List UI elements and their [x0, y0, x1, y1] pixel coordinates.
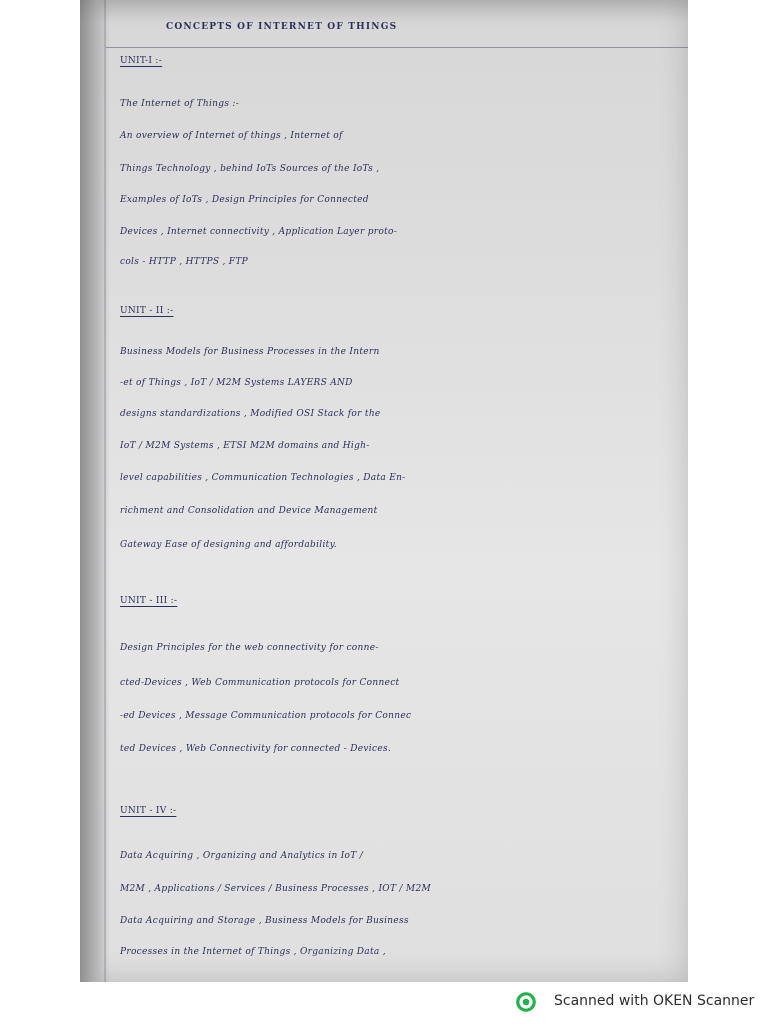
- unit-1-line: Things Technology , behind IoTs Sources of the IoTs ,: [120, 164, 380, 174]
- unit-4-line: Data Acquiring , Organizing and Analytics in IoT /: [120, 851, 364, 861]
- title-rule: [106, 47, 688, 48]
- unit-2-line: Gateway Ease of designing and affordability.: [120, 540, 337, 550]
- unit-2-line: designs standardizations , Modified OSI Stack for the: [120, 409, 381, 419]
- unit-3-line: -ed Devices , Message Communication protocols for Connec: [120, 711, 412, 721]
- unit-2-line: Business Models for Business Processes in the Intern: [120, 347, 380, 357]
- unit-1-heading: UNIT-I :-: [120, 56, 163, 66]
- unit-3-line: cted-Devices , Web Communication protocols for Connect: [120, 678, 400, 688]
- scanner-watermark-text: Scanned with OKEN Scanner: [554, 993, 755, 1009]
- unit-4-line: M2M , Applications / Services / Business Processes , IOT / M2M: [120, 884, 431, 894]
- unit-1-line: Examples of IoTs , Design Principles for Connected: [120, 195, 369, 205]
- unit-1-line: cols - HTTP , HTTPS , FTP: [120, 257, 249, 267]
- unit-4-heading: UNIT - IV :-: [120, 806, 177, 816]
- unit-1-line: Devices , Internet connectivity , Application Layer proto-: [120, 227, 398, 237]
- unit-3-line: Design Principles for the web connectivity for conne-: [120, 643, 379, 653]
- unit-2-line: level capabilities , Communication Technologies , Data En-: [120, 473, 406, 483]
- unit-2-line: richment and Consolidation and Device Management: [120, 506, 378, 516]
- unit-1-line: An overview of Internet of things , Internet of: [120, 131, 343, 141]
- unit-4-line: Processes in the Internet of Things , Organizing Data ,: [120, 947, 386, 957]
- unit-2-heading: UNIT - II :-: [120, 306, 174, 316]
- unit-1-line: The Internet of Things :-: [120, 99, 240, 109]
- oken-scanner-logo-icon: [516, 992, 536, 1012]
- unit-2-line: -et of Things , IoT / M2M Systems LAYERS AND: [120, 378, 353, 388]
- unit-2-line: IoT / M2M Systems , ETSI M2M domains and High-: [120, 441, 370, 451]
- unit-3-line: ted Devices , Web Connectivity for connected - Devices.: [120, 744, 392, 754]
- unit-3-heading: UNIT - III :-: [120, 596, 178, 606]
- page-title: CONCEPTS OF INTERNET OF THINGS: [166, 22, 398, 32]
- scanned-notebook-page: [80, 0, 688, 982]
- notebook-margin-line: [104, 0, 106, 982]
- unit-4-line: Data Acquiring and Storage , Business Models for Business: [120, 916, 409, 926]
